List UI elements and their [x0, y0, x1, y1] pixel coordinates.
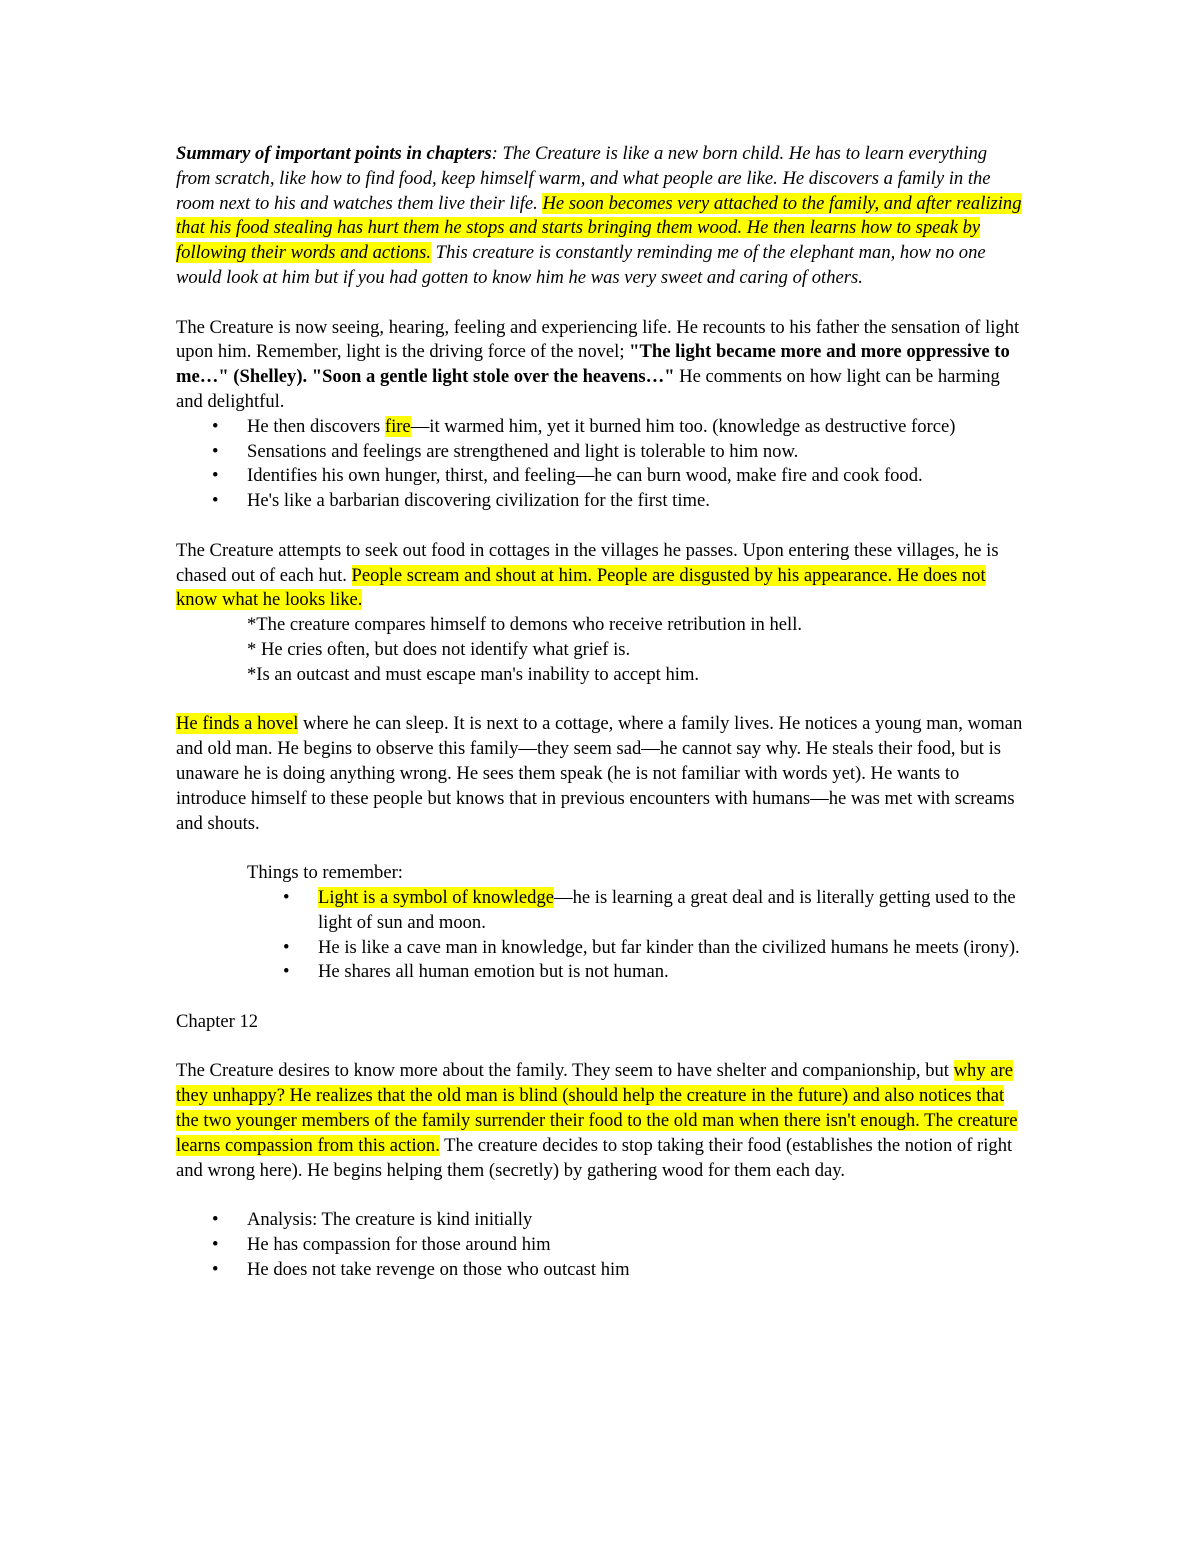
bullet-icon: • — [212, 440, 219, 462]
bullet-icon: • — [283, 961, 290, 983]
villages-paragraph: The Creature attempts to seek out food in cottages in the villages he passes. Upon entering these villages, he is chased out of each hut. People scream and shout at him. People are disgusted by his appearance. He does not know what he looks like. — [176, 539, 999, 611]
bullet-icon: • — [283, 936, 290, 958]
list-item: • He does not take revenge on those who outcast him — [176, 1258, 1026, 1283]
list-item: • Identifies his own hunger, thirst, and feeling—he can burn wood, make fire and cook food. — [176, 464, 1026, 489]
light-text-1: The Creature is now seeing, hearing, feeling and experiencing life. He recounts to his father the sensation of light upon him. Remember, light is the driving force of the novel; — [176, 316, 1020, 363]
family-highlight: why are they unhappy? He realizes that the old man is blind (should help the creature in the future) and also notices that the two younger members of the family surrender their food to the old man when there isn't enough. The creature learns compassion from this action. — [176, 1060, 1018, 1156]
family-paragraph: The Creature desires to know more about the family. They seem to have shelter and companionship, but why are they unhappy? He realizes that the old man is blind (should help the creature in the future) and also notices that the two younger members of the family surrender their food to the old man when there isn't enough. The creature learns compassion from this action. The creature decides to stop taking their food (establishes the notion of right and wrong here). He begins helping them (secretly) by gathering wood for them each day. — [176, 1060, 1018, 1181]
bullet-icon: • — [283, 886, 290, 908]
light-quote: "The light became more and more oppressive to me…" (Shelley). "Soon a gentle light stole over the heavens…" — [176, 341, 1010, 388]
bullet-icon: • — [212, 465, 219, 487]
star-note: * He cries often, but does not identify what grief is. — [247, 638, 631, 660]
summary-paragraph — [176, 142, 1026, 291]
light-paragraph — [176, 316, 1026, 415]
list-item: • He's like a barbarian discovering civilization for the first time. — [176, 489, 1026, 514]
fire-highlight: fire — [384, 415, 411, 437]
list-item: • He then discovers fire—it warmed him, yet it burned him too. (knowledge as destructive force) — [176, 415, 1026, 440]
hovel-highlight: He finds a hovel — [176, 713, 299, 735]
star-note: *Is an outcast and must escape man's inability to accept him. — [247, 663, 700, 685]
list-item: • Sensations and feelings are strengthened and light is tolerable to him now. — [176, 440, 1026, 465]
bullet-icon: • — [212, 1234, 219, 1256]
list-item: • He is like a cave man in knowledge, but far kinder than the civilized humans he meets (irony). — [176, 936, 1026, 961]
bullet-icon: • — [212, 1258, 219, 1280]
list-item: • He has compassion for those around him — [176, 1233, 1026, 1258]
remember-bullet-list — [176, 886, 1026, 985]
bullet-icon: • — [212, 415, 219, 437]
remember-heading: Things to remember: — [247, 862, 403, 884]
villages-highlight: People scream and shout at him. People are disgusted by his appearance. He does not know what he looks like. — [176, 564, 986, 611]
list-item: • Analysis: The creature is kind initially — [176, 1208, 1026, 1233]
bullet-icon: • — [212, 1209, 219, 1231]
knowledge-highlight: Light is a symbol of knowledge — [318, 886, 555, 908]
summary-text-1: The Creature is like a new born child. He has to learn everything from scratch, like how to find food, keep himself warm, and what people are like. He discovers a family in the room next to his and watches them live their life. — [176, 143, 991, 214]
chapter-heading: Chapter 12 — [176, 1010, 259, 1032]
hovel-paragraph: He finds a hovel where he can sleep. It is next to a cottage, where a family lives. He notices a young man, woman and old man. He begins to observe this family—they seem sad—he cannot say why. He steals their food, but is unaware he is doing anything wrong. He sees them speak (he is not familiar with words yet). He wants to introduce himself to these people but knows that in previous encounters with humans—he was met with screams and shouts. — [176, 713, 1023, 834]
list-item: • He shares all human emotion but is not human. — [176, 960, 1026, 985]
summary-highlight: He soon becomes very attached to the family, and after realizing that his food stealing has hurt them he stops and starts bringing them wood. He then learns how to speak by following their words and actions. — [176, 192, 1022, 264]
summary-text-2: This creature is constantly reminding me of the elephant man, how no one would look at him but if you had gotten to know him he was very sweet and caring of others. — [176, 242, 986, 288]
document-body — [176, 142, 1026, 1283]
analysis-bullet-list — [176, 1208, 1026, 1282]
bullet-icon: • — [212, 490, 219, 512]
summary-label: Summary of important points in chapters — [176, 143, 492, 164]
summary-separator: : — [491, 143, 503, 164]
list-item: • Light is a symbol of knowledge—he is learning a great deal and is literally getting used to the light of sun and moon. — [283, 886, 1016, 933]
light-text-2: He comments on how light can be harming and delightful. — [176, 366, 1000, 412]
star-note: *The creature compares himself to demons who receive retribution in hell. — [247, 614, 803, 636]
light-bullet-list — [176, 415, 1026, 514]
